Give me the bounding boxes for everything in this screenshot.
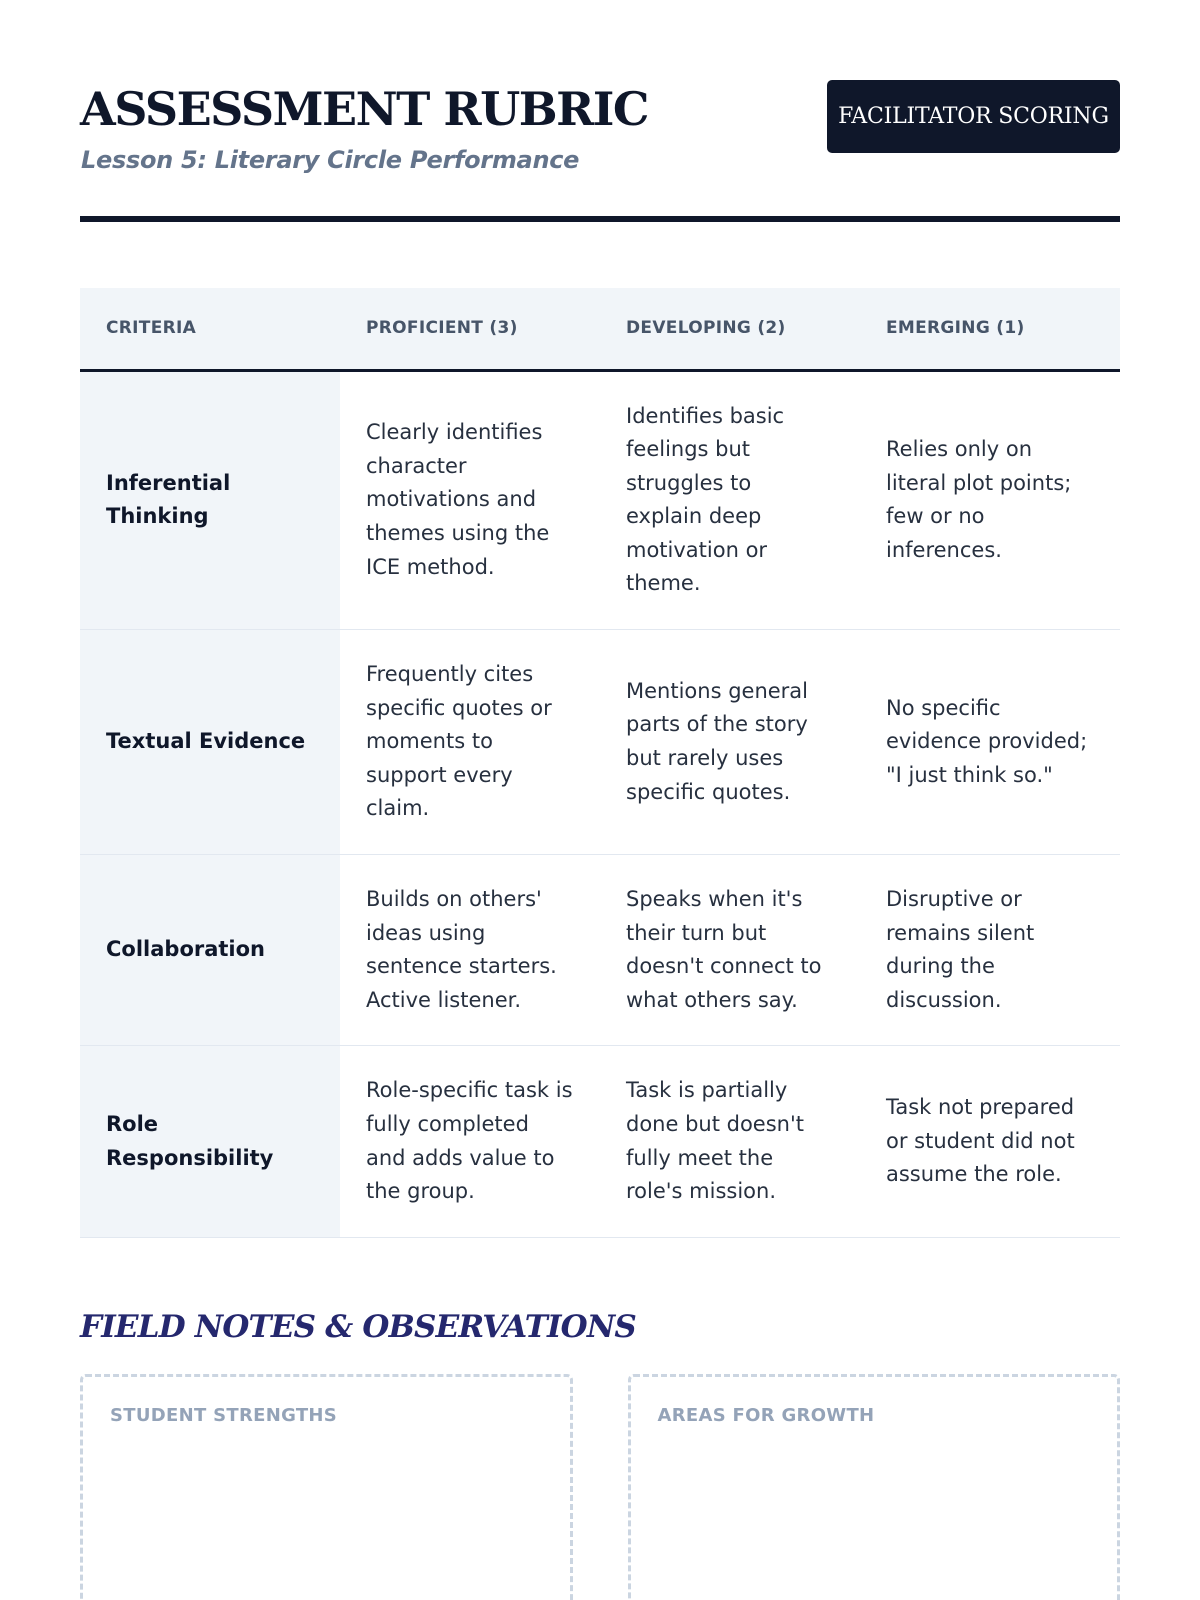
developing-cell: Mentions general parts of the story but rarely uses specific quotes.: [600, 630, 860, 855]
student-strengths-box[interactable]: [80, 1374, 573, 1600]
emerging-cell: Relies only on literal plot points; few or no inferences.: [860, 370, 1120, 630]
proficient-cell: Frequently cites specific quotes or moments to support every claim.: [340, 630, 600, 855]
criteria-cell: Textual Evidence: [80, 630, 340, 855]
facilitator-scoring-badge: FACILITATOR SCORING: [827, 80, 1120, 153]
page-title: ASSESSMENT RUBRIC: [80, 82, 648, 136]
column-header-criteria: CRITERIA: [80, 288, 340, 370]
field-notes-grid: [80, 1374, 1120, 1600]
field-notes-heading: FIELD NOTES & OBSERVATIONS: [80, 1308, 636, 1345]
emerging-cell: Disruptive or remains silent during the discussion.: [860, 855, 1120, 1046]
table-row: [80, 370, 1120, 630]
rubric-header-row: [80, 288, 1120, 370]
criteria-cell: Inferential Thinking: [80, 370, 340, 630]
emerging-cell: Task not prepared or student did not assume the role.: [860, 1046, 1120, 1237]
emerging-cell: No specific evidence provided; "I just think so.": [860, 630, 1120, 855]
column-header-proficient: PROFICIENT (3): [340, 288, 600, 370]
developing-cell: Identifies basic feelings but struggles to explain deep motivation or theme.: [600, 370, 860, 630]
page-subtitle: Lesson 5: Literary Circle Performance: [81, 146, 580, 174]
proficient-cell: Role-specific task is fully completed and adds value to the group.: [340, 1046, 600, 1237]
areas-for-growth-label: AREAS FOR GROWTH: [657, 1404, 875, 1426]
rubric-table: [80, 288, 1120, 1238]
table-row: [80, 855, 1120, 1046]
table-row: [80, 1046, 1120, 1237]
table-row: [80, 630, 1120, 855]
column-header-emerging: EMERGING (1): [860, 288, 1120, 370]
student-strengths-label: STUDENT STRENGTHS: [110, 1404, 338, 1426]
criteria-cell: Collaboration: [80, 855, 340, 1046]
developing-cell: Speaks when it's their turn but doesn't connect to what others say.: [600, 855, 860, 1046]
developing-cell: Task is partially done but doesn't fully meet the role's mission.: [600, 1046, 860, 1237]
proficient-cell: Builds on others' ideas using sentence starters. Active listener.: [340, 855, 600, 1046]
areas-for-growth-box[interactable]: [628, 1374, 1121, 1600]
criteria-cell: Role Responsibility: [80, 1046, 340, 1237]
page-header: [80, 80, 1120, 222]
proficient-cell: Clearly identifies character motivations and themes using the ICE method.: [340, 370, 600, 630]
column-header-developing: DEVELOPING (2): [600, 288, 860, 370]
